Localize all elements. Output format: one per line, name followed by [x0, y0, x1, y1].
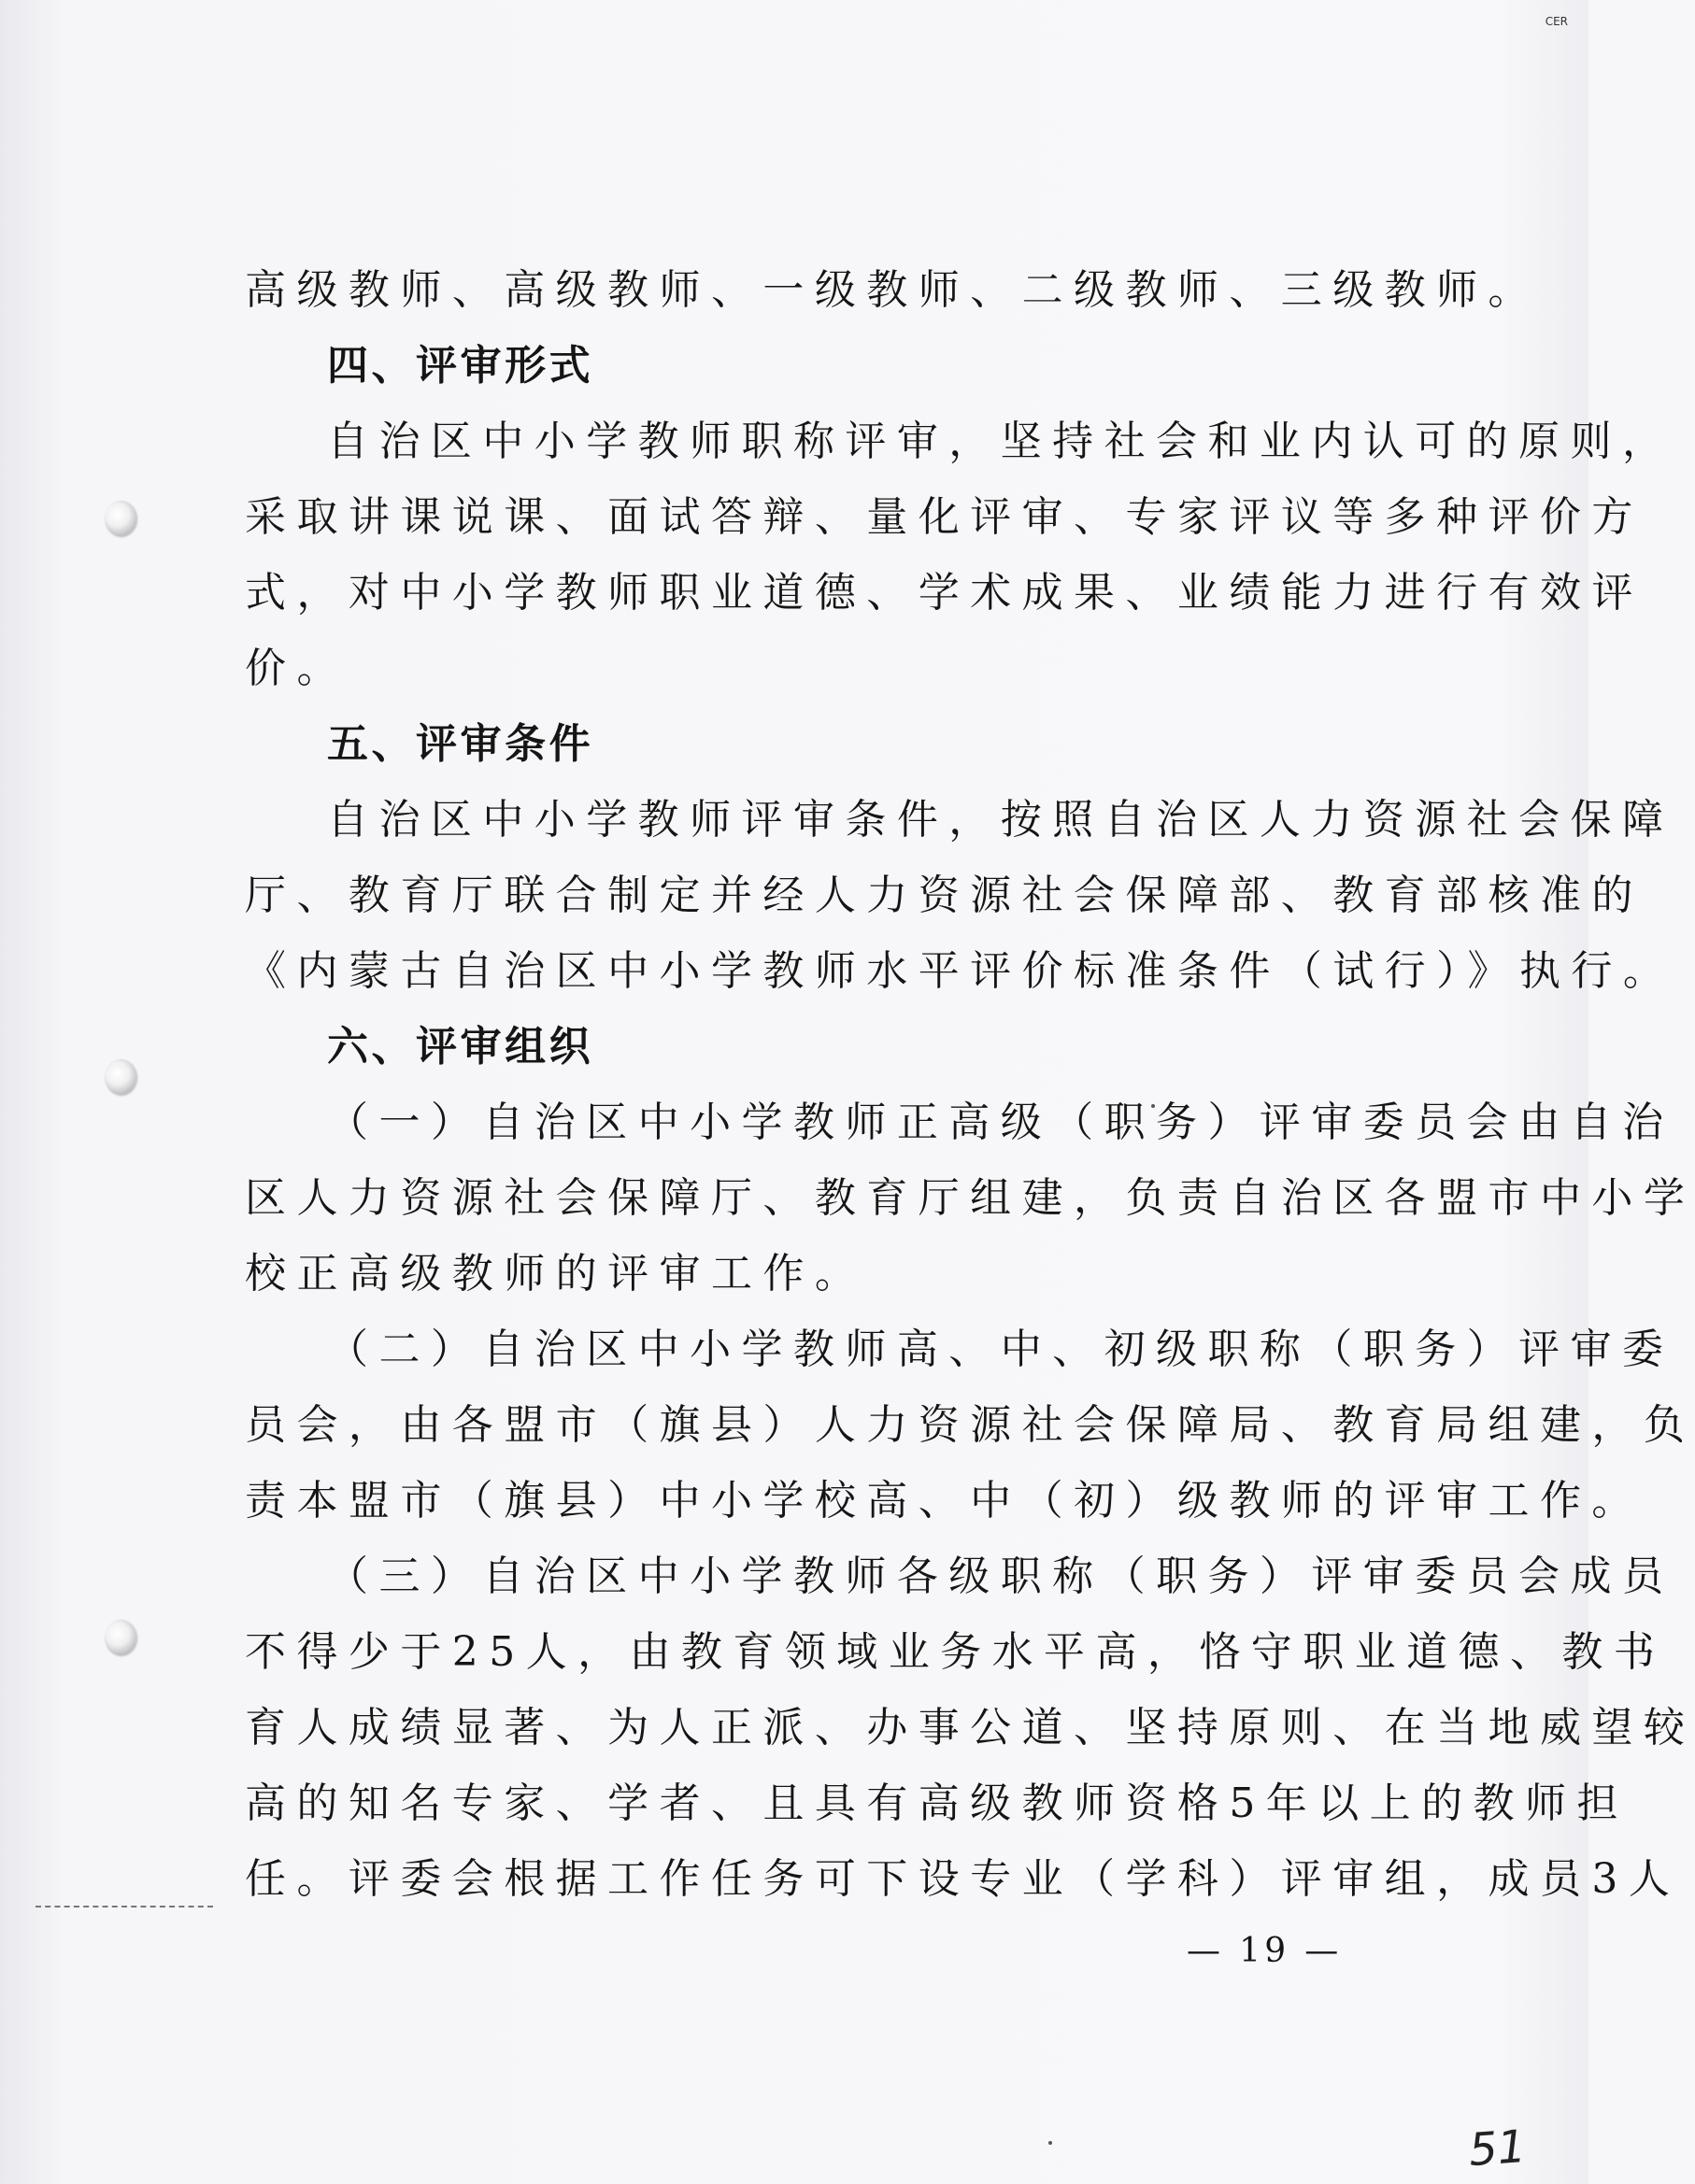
text-line: 式，对中小学教师职业道德、学术成果、业绩能力进行有效评	[245, 569, 1644, 617]
text-line: （三）自治区中小学教师各级职称（职务）评审委员会成员	[327, 1553, 1674, 1600]
text-line: 任。评委会根据工作任务可下设专业（学科）评审组，成员3人	[245, 1855, 1681, 1903]
section-heading: 四、评审形式	[327, 342, 594, 390]
text-line: 自治区中小学教师评审条件，按照自治区人力资源社会保障	[327, 796, 1674, 844]
text-line: 校正高级教师的评审工作。	[245, 1250, 867, 1298]
text-line: 自治区中小学教师职称评审，坚持社会和业内认可的原则，	[327, 418, 1674, 465]
handwritten-page-mark: 51	[1467, 2120, 1528, 2177]
scan-corner-mark: CER	[1545, 15, 1568, 28]
text-line: 高的知名专家、学者、且具有高级教师资格5年以上的教师担	[245, 1780, 1629, 1827]
section-heading: 六、评审组织	[327, 1023, 594, 1071]
text-line: 《内蒙古自治区中小学教师水平评价标准条件（试行）》执行。	[245, 947, 1675, 995]
text-line: 不得少于25人，由教育领域业务水平高，恪守职业道德、教书	[245, 1628, 1666, 1676]
text-line: （一）自治区中小学教师正高级（职务）评审委员会由自治	[327, 1099, 1674, 1146]
punch-hole-top	[105, 501, 136, 536]
document-body	[245, 252, 1695, 1917]
text-line: 高级教师、高级教师、一级教师、二级教师、三级教师。	[245, 266, 1540, 314]
text-line: 价。	[245, 645, 349, 692]
text-line: （二）自治区中小学教师高、中、初级职称（职务）评审委	[327, 1326, 1674, 1373]
text-line: 区人力资源社会保障厅、教育厅组建，负责自治区各盟市中小学	[245, 1174, 1695, 1222]
text-line: 育人成绩显著、为人正派、办事公道、坚持原则、在当地威望较	[245, 1704, 1695, 1751]
text-line: 厅、教育厅联合制定并经人力资源社会保障部、教育部核准的	[245, 872, 1644, 919]
text-line: 员会，由各盟市（旗县）人力资源社会保障局、教育局组建，负	[245, 1401, 1695, 1449]
punch-hole-bottom	[105, 1620, 136, 1655]
punch-hole-middle	[105, 1059, 136, 1095]
text-line: 责本盟市（旗县）中小学校高、中（初）级教师的评审工作。	[245, 1477, 1644, 1525]
page-number: — 19 —	[1187, 1932, 1343, 1970]
margin-fold-line	[36, 1906, 213, 1907]
scan-speck	[1048, 2141, 1052, 2145]
section-heading: 五、评审条件	[327, 720, 594, 768]
text-line: 采取讲课说课、面试答辩、量化评审、专家评议等多种评价方	[245, 493, 1644, 541]
